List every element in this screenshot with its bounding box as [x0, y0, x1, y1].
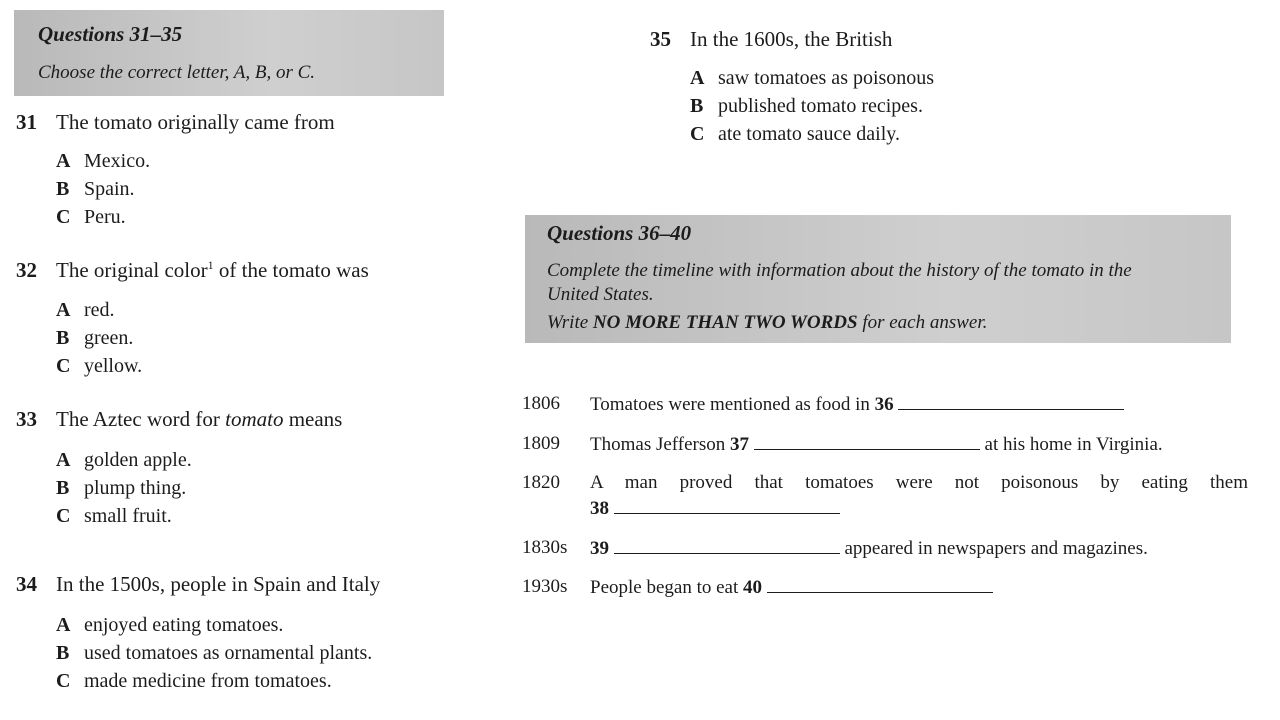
option-31-a[interactable]: [56, 150, 150, 173]
question-35: [650, 27, 892, 52]
timeline-year: 1820: [522, 472, 560, 493]
option-text: golden apple.: [84, 449, 192, 471]
box-title: Questions 36–40: [547, 221, 692, 245]
option-text: published tomato recipes.: [718, 95, 923, 117]
answer-blank-38[interactable]: [614, 497, 840, 514]
box-instruction-line-2: United States.: [547, 284, 654, 305]
question-text-before: The Aztec word for: [56, 407, 226, 431]
question-number: 33: [16, 407, 37, 431]
question-number: 32: [16, 258, 37, 282]
option-letter: C: [56, 505, 71, 527]
option-text: enjoyed eating tomatoes.: [84, 614, 284, 636]
blank-number: 36: [874, 394, 894, 415]
option-32-c[interactable]: [56, 355, 142, 378]
option-letter: A: [56, 614, 71, 636]
timeline-row-1809: [522, 433, 1242, 459]
blank-number: 38: [590, 498, 609, 519]
question-emphasis: tomato: [225, 407, 284, 431]
option-34-b[interactable]: [56, 642, 372, 665]
option-letter: C: [690, 123, 705, 145]
timeline-year: 1806: [522, 393, 560, 414]
option-text: made medicine from tomatoes.: [84, 670, 332, 692]
option-33-c[interactable]: [56, 505, 172, 528]
option-letter: C: [56, 670, 71, 692]
question-text-after: means: [283, 407, 343, 431]
answer-blank-39[interactable]: [614, 537, 840, 554]
timeline-row-1820: [522, 472, 1248, 522]
option-text: red.: [84, 299, 115, 321]
option-letter: A: [56, 449, 71, 471]
instructions-box-36-40: [525, 215, 1231, 343]
timeline-text: [590, 537, 1148, 560]
option-letter: C: [56, 355, 71, 377]
write-suffix: for each answer.: [857, 312, 988, 333]
option-text: yellow.: [84, 355, 143, 377]
timeline-year: 1930s: [522, 576, 568, 597]
timeline-row-1930s: [522, 576, 1222, 602]
option-text: Spain.: [84, 178, 135, 200]
option-35-c[interactable]: [690, 123, 900, 146]
question-number: 34: [16, 572, 37, 596]
question-text-before: The original color: [56, 258, 208, 282]
footnote-marker: 1: [207, 258, 214, 272]
question-number: 31: [16, 110, 37, 134]
question-33: [16, 407, 342, 432]
timeline-row-1830s: [522, 537, 1242, 563]
blank-number: 40: [743, 577, 763, 598]
option-32-a[interactable]: [56, 299, 115, 322]
box-title: Questions 31–35: [38, 22, 183, 46]
blank-number: 37: [730, 434, 750, 455]
question-32: [16, 258, 369, 283]
question-text: In the 1500s, people in Spain and Italy: [56, 572, 381, 596]
question-31: [16, 110, 335, 135]
option-34-a[interactable]: [56, 614, 283, 637]
option-text: ate tomato sauce daily.: [718, 123, 900, 145]
option-text: saw tomatoes as poisonous: [718, 67, 935, 89]
timeline-text-before: Thomas Jefferson: [590, 434, 731, 455]
box-instruction-line-1: Complete the timeline with information about the history of the tomato in the: [547, 260, 1132, 281]
question-number: 35: [650, 27, 671, 51]
option-letter: B: [56, 327, 70, 349]
option-letter: A: [56, 299, 71, 321]
timeline-text-line-2: [590, 497, 840, 520]
timeline-row-1806: [522, 393, 1222, 419]
option-text: plump thing.: [84, 477, 187, 499]
timeline-text-after: appeared in newspapers and magazines.: [839, 538, 1148, 559]
option-text: small fruit.: [84, 505, 172, 527]
question-34: [16, 572, 380, 597]
timeline-year: 1830s: [522, 537, 568, 558]
option-33-b[interactable]: [56, 477, 186, 500]
timeline-year: 1809: [522, 433, 560, 454]
answer-blank-36[interactable]: [898, 393, 1124, 410]
question-text-after: of the tomato was: [213, 258, 369, 282]
option-letter: A: [690, 67, 705, 89]
option-letter: B: [56, 477, 70, 499]
answer-blank-37[interactable]: [754, 433, 980, 450]
option-text: Mexico.: [84, 150, 151, 172]
option-31-b[interactable]: [56, 178, 135, 201]
option-letter: A: [56, 150, 71, 172]
timeline-text-before: People began to eat: [590, 577, 744, 598]
timeline-text: [590, 433, 1163, 456]
option-letter: B: [690, 95, 704, 117]
box-write-instruction: [547, 310, 987, 335]
option-35-a[interactable]: [690, 67, 934, 90]
option-text: used tomatoes as ornamental plants.: [84, 642, 373, 664]
option-32-b[interactable]: [56, 327, 133, 350]
option-31-c[interactable]: [56, 206, 126, 229]
instructions-box-31-35: [14, 10, 444, 96]
option-text: Peru.: [84, 206, 126, 228]
option-34-c[interactable]: [56, 670, 332, 693]
option-letter: B: [56, 178, 70, 200]
box-instruction: Choose the correct letter, A, B, or C.: [38, 62, 316, 83]
option-letter: C: [56, 206, 71, 228]
option-35-b[interactable]: [690, 95, 923, 118]
option-33-a[interactable]: [56, 449, 192, 472]
timeline-text: [590, 576, 993, 599]
write-prefix: Write: [547, 312, 593, 333]
question-text: In the 1600s, the British: [690, 27, 893, 51]
word-limit: NO MORE THAN TWO WORDS: [592, 312, 858, 333]
option-text: green.: [84, 327, 134, 349]
answer-blank-40[interactable]: [767, 576, 993, 593]
blank-number: 39: [590, 538, 609, 559]
timeline-text-after: at his home in Virginia.: [979, 434, 1163, 455]
timeline-text-line-1: A man proved that tomatoes were not poisonous by eating them: [590, 472, 1248, 493]
question-text: The tomato originally came from: [56, 110, 335, 134]
timeline-text: [590, 393, 1124, 416]
timeline-text-before: Tomatoes were mentioned as food in: [590, 394, 875, 415]
option-letter: B: [56, 642, 70, 664]
